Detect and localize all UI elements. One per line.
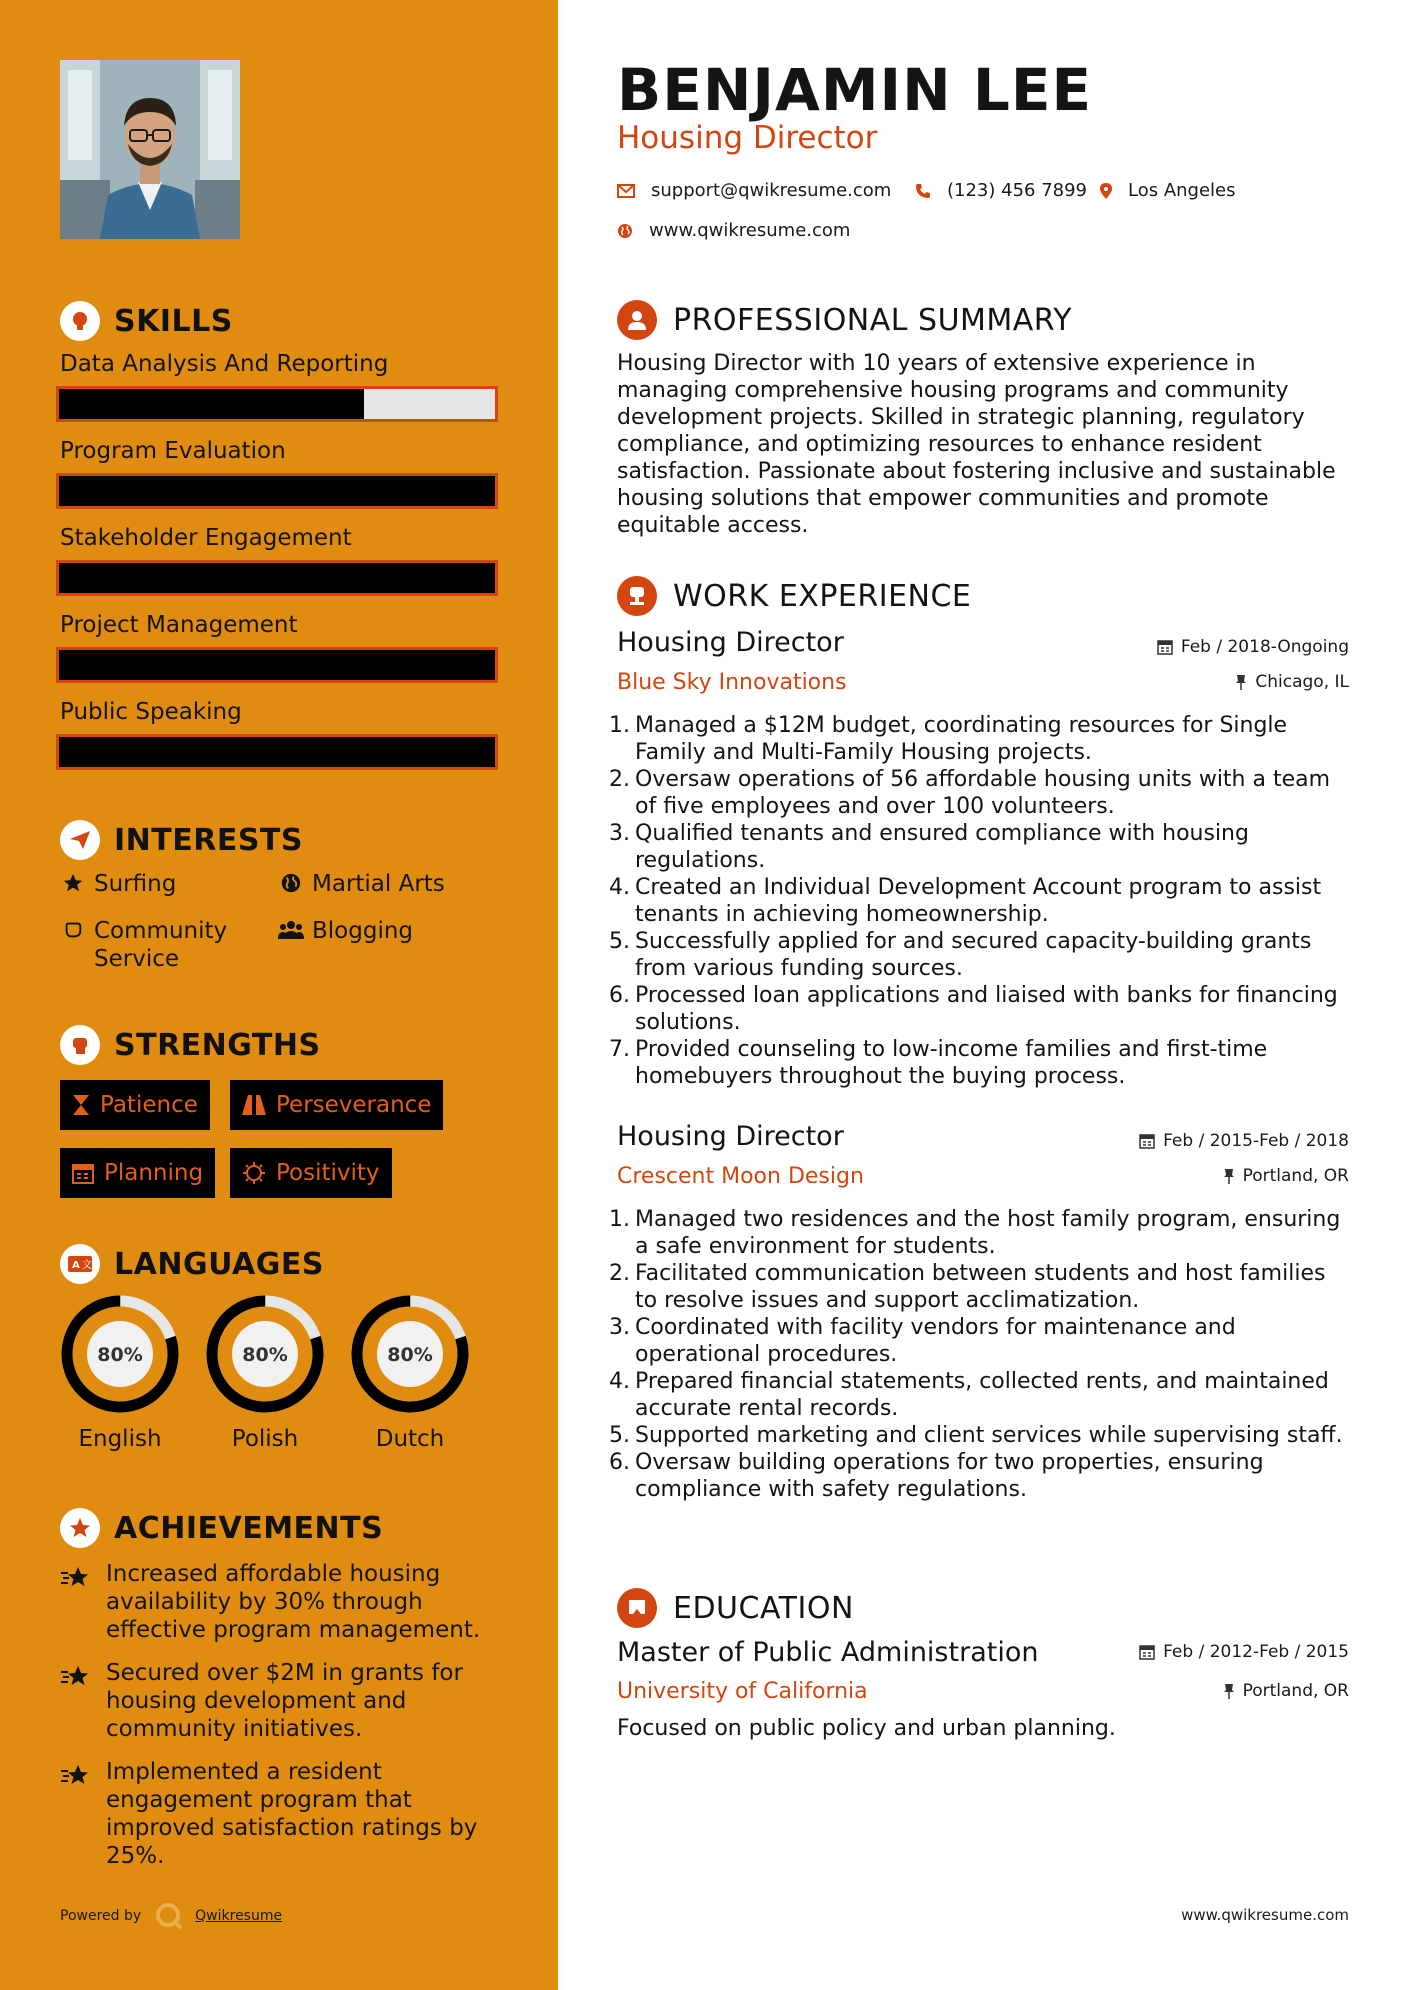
job-duties [609,1206,1349,1503]
calendar-icon [1139,1133,1155,1149]
strength-chip: Positivity [230,1148,392,1198]
job-duties [609,712,1349,1090]
language-ring [205,1294,325,1414]
duty-item: 3. Qualified tenants and ensured compliance with housing regulations. [609,821,1249,873]
achievement-item: Secured over $2M in grants for housing development and community initiatives. [60,1659,490,1743]
map-marker-icon [1100,183,1112,199]
skill-label: Public Speaking [60,699,242,725]
skill-bar-fill [59,389,364,419]
education-heading: EDUCATION [617,1588,854,1628]
globe-icon [617,223,633,239]
job-dates: Feb / 2015-Feb / 2018 [1139,1131,1349,1151]
language-name: Dutch [375,1426,445,1452]
language-item [350,1294,470,1452]
achievement-item: Implemented a resident engagement program that improved satisfaction ratings by 25%. [60,1758,490,1870]
duty-item: 2. Facilitated communication between students and host families to resolve issues and support acclimatization. [609,1261,1326,1313]
job-location: Portland, OR [1223,1166,1349,1186]
language-percent: 80% [242,1344,288,1366]
interest-item: Martial Arts [276,870,445,898]
phone-icon [915,183,931,199]
achievement-item: Increased affordable housing availability by 30% through effective program management. [60,1560,490,1644]
paper-plane-icon [60,820,100,860]
svg-text:A: A [72,1260,80,1271]
duty-item: 2. Oversaw operations of 56 affordable housing units with a team of five employees and over 100 volunteers. [609,767,1331,819]
users-icon [276,917,306,941]
duty-item: 1. Managed two residences and the host family program, ensuring a safe environment for students. [609,1207,1341,1259]
interests-heading: INTERESTS [60,820,303,860]
strengths-heading: STRENGTHS [60,1025,321,1065]
user-icon [617,300,657,340]
degree-title: Master of Public Administration [617,1637,1039,1668]
skill-bar [56,386,498,422]
interest-item: Surfing [58,870,176,898]
award-star-icon [60,1508,100,1548]
skill-bar [56,647,498,683]
shooting-star-icon [60,1560,96,1595]
contact-location: Los Angeles [1100,180,1236,201]
pin-icon [1223,1168,1235,1184]
job-title: Housing Director [617,1121,844,1152]
qwikresume-link[interactable]: Qwikresume [195,1908,283,1924]
duty-item: 5. Successfully applied for and secured capacity-building grants from various funding sources. [609,929,1312,981]
skill-bar-fill [59,650,495,680]
languages-heading: A 文 LANGUAGES [60,1244,324,1284]
translate-icon [60,1244,100,1284]
qwikresume-logo-icon [155,1902,183,1930]
education-description: Focused on public policy and urban planning. [617,1716,1116,1741]
duty-item: 4. Created an Individual Development Account program to assist tenants in achieving homeownership. [609,875,1322,927]
language-name: English [78,1426,162,1452]
profile-photo [60,60,240,239]
contact-email[interactable]: support@qwikresume.com [617,180,891,201]
education-dates: Feb / 2012-Feb / 2015 [1139,1642,1349,1662]
skill-bar [56,473,498,509]
skill-bar-fill [59,563,495,593]
contact-website[interactable]: www.qwikresume.com [617,220,850,241]
hand-icon [58,917,88,941]
skill-label: Project Management [60,612,298,638]
summary-text: Housing Director with 10 years of extensive experience in managing comprehensive housing programs and community development projects. Skilled in strategic planning, regulatory compliance, and optimizing resources to enhance resident satisfaction. Passionate about fostering inclusive and sustainable housing solutions that empower communities and promote equitable access. [617,351,1336,538]
job-dates: Feb / 2018-Ongoing [1157,637,1349,657]
shooting-star-icon [60,1758,96,1793]
calendar-icon [72,1162,94,1184]
contact-phone[interactable]: (123) 456 7899 [915,180,1087,201]
language-percent: 80% [97,1344,143,1366]
language-item [205,1294,325,1452]
skill-label: Program Evaluation [60,438,286,464]
footer-url[interactable]: www.qwikresume.com [1181,1906,1349,1924]
duty-item: 5. Supported marketing and client services while supervising staff. [609,1423,1343,1448]
lightbulb-icon [60,301,100,341]
strength-chip: Patience [60,1080,210,1130]
duty-item: 1. Managed a $12M budget, coordinating resources for Single Family and Multi-Family Housing projects. [609,713,1288,765]
strength-chip: Perseverance [230,1080,443,1130]
summary-heading: PROFESSIONAL SUMMARY [617,300,1072,340]
company-name: Blue Sky Innovations [617,670,847,695]
road-icon [242,1095,266,1115]
skill-bar-fill [59,476,495,506]
language-item [60,1294,180,1452]
language-name: Polish [231,1426,299,1452]
skill-label: Data Analysis And Reporting [60,351,389,377]
star-icon [58,870,88,894]
sun-icon [242,1161,266,1185]
skill-label: Stakeholder Engagement [60,525,352,551]
company-name: Crescent Moon Design [617,1164,864,1189]
duty-item: 6. Oversaw building operations for two properties, ensuring compliance with safety regulations. [609,1450,1264,1502]
shooting-star-icon [60,1659,96,1694]
duty-item: 3. Coordinated with facility vendors for maintenance and operational procedures. [609,1315,1236,1367]
calendar-icon [1157,639,1173,655]
candidate-role: Housing Director [617,120,878,156]
svg-text:文: 文 [82,1260,92,1271]
envelope-icon [617,184,635,198]
calendar-icon [1139,1644,1155,1660]
skills-heading: SKILLS [60,301,233,341]
school-name: University of California [617,1679,868,1704]
skill-bar-fill [59,737,495,767]
hourglass-icon [72,1094,90,1116]
fist-icon [60,1025,100,1065]
pin-icon [1223,1683,1235,1699]
language-percent: 80% [387,1344,433,1366]
skill-bar [56,734,498,770]
candidate-name: BENJAMIN LEE [617,56,1093,124]
pin-icon [1235,674,1247,690]
achievements-heading: ACHIEVEMENTS [60,1508,383,1548]
globe-icon [276,870,306,894]
language-ring [60,1294,180,1414]
job-location: Chicago, IL [1235,672,1349,692]
skill-bar [56,560,498,596]
strength-chip: Planning [60,1148,215,1198]
interest-item: Blogging [276,917,413,945]
duty-item: 7. Provided counseling to low-income families and first-time homebuyers throughout the buying process. [609,1037,1268,1089]
duty-item: 6. Processed loan applications and liaised with banks for financing solutions. [609,983,1338,1035]
job-title: Housing Director [617,627,844,658]
graduation-icon [617,1588,657,1628]
education-location: Portland, OR [1223,1681,1349,1701]
powered-by: Powered by Qwikresume [60,1902,282,1930]
briefcase-chair-icon [617,576,657,616]
interest-item: Community Service [58,917,258,973]
experience-heading: WORK EXPERIENCE [617,576,971,616]
duty-item: 4. Prepared financial statements, collected rents, and maintained accurate rental records. [609,1369,1329,1421]
language-ring [350,1294,470,1414]
sidebar [0,0,558,1990]
